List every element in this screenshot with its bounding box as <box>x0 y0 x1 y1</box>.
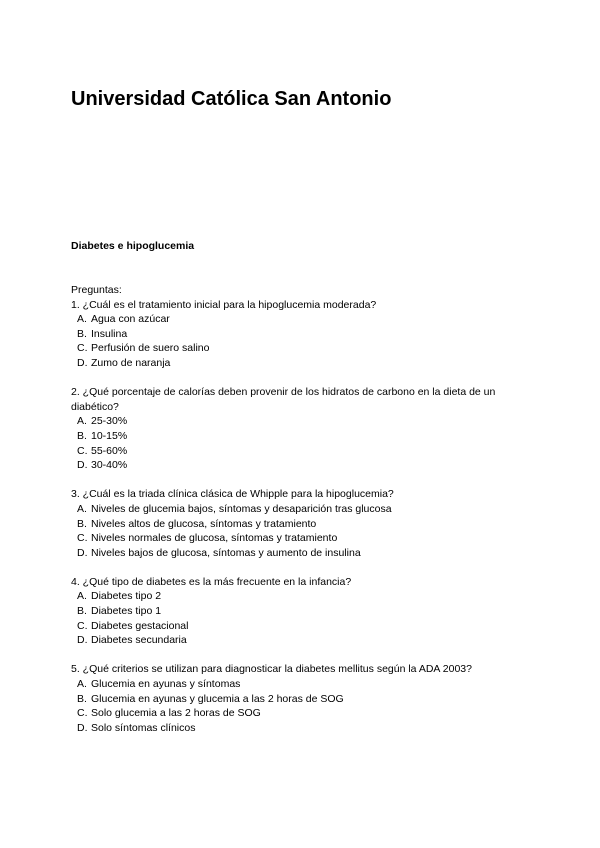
option-d <box>77 458 531 473</box>
option-letter: A. <box>77 590 87 603</box>
question-3 <box>71 487 531 560</box>
option-text: 30-40% <box>91 459 128 472</box>
option-letter: C. <box>77 707 88 720</box>
option-letter: C. <box>77 619 88 632</box>
option-letter: B. <box>77 692 87 705</box>
option-letter: C. <box>77 444 88 457</box>
option-c <box>77 531 531 546</box>
question-text: 1. ¿Cuál es el tratamiento inicial para la hipoglucemia moderada? <box>71 298 377 311</box>
options-list <box>71 677 531 735</box>
option-a <box>77 414 531 429</box>
option-c <box>77 619 531 634</box>
option-letter: D. <box>77 356 88 369</box>
option-d <box>77 633 531 648</box>
option-c <box>77 341 531 356</box>
option-a <box>77 312 531 327</box>
question-text: 4. ¿Qué tipo de diabetes es la más frecuente en la infancia? <box>71 575 352 588</box>
option-c <box>77 706 531 721</box>
questions-label: Preguntas: <box>71 284 122 296</box>
option-text: 10-15% <box>91 429 128 442</box>
option-d <box>77 546 531 561</box>
option-letter: D. <box>77 459 88 472</box>
question-text: 3. ¿Cuál es la triada clínica clásica de Whipple para la hipoglucemia? <box>71 488 394 501</box>
option-text: Niveles bajos de glucosa, síntomas y aumento de insulina <box>91 546 361 559</box>
option-text: Perfusión de suero salino <box>91 342 210 355</box>
option-a <box>77 677 531 692</box>
option-text: 25-30% <box>91 415 128 428</box>
option-letter: C. <box>77 342 88 355</box>
option-letter: A. <box>77 502 87 515</box>
option-text: Glucemia en ayunas y glucemia a las 2 horas de SOG <box>91 692 344 705</box>
option-text: Diabetes secundaria <box>91 634 187 647</box>
question-4 <box>71 575 531 648</box>
option-text: Solo síntomas clínicos <box>91 721 196 734</box>
option-letter: D. <box>77 546 88 559</box>
option-a <box>77 589 531 604</box>
options-list <box>71 312 531 370</box>
option-d <box>77 356 531 371</box>
option-text: Diabetes gestacional <box>91 619 189 632</box>
option-letter: B. <box>77 605 87 618</box>
option-text: Niveles de glucemia bajos, síntomas y desaparición tras glucosa <box>91 502 392 515</box>
option-a <box>77 502 531 517</box>
option-text: Diabetes tipo 2 <box>91 590 162 603</box>
question-2 <box>71 385 531 473</box>
questions-block <box>71 283 531 750</box>
option-b <box>77 517 531 532</box>
question-text: 5. ¿Qué criterios se utilizan para diagnosticar la diabetes mellitus según la ADA 2003? <box>71 663 472 676</box>
options-list <box>71 589 531 647</box>
question-5 <box>71 662 531 735</box>
option-text: Agua con azúcar <box>91 313 170 326</box>
options-list <box>71 502 531 560</box>
university-title: Universidad Católica San Antonio <box>71 88 392 110</box>
option-letter: C. <box>77 532 88 545</box>
option-text: Zumo de naranja <box>91 356 171 369</box>
option-text: Diabetes tipo 1 <box>91 605 162 618</box>
option-letter: B. <box>77 327 87 340</box>
option-d <box>77 721 531 736</box>
option-text: Niveles altos de glucosa, síntomas y tratamiento <box>91 517 317 530</box>
option-letter: B. <box>77 517 87 530</box>
option-text: Solo glucemia a las 2 horas de SOG <box>91 707 261 720</box>
question-1 <box>71 298 531 371</box>
question-text: 2. ¿Qué porcentaje de calorías deben provenir de los hidratos de carbono en la dieta de un diabético? <box>71 386 496 413</box>
option-text: 55-60% <box>91 444 128 457</box>
option-c <box>77 444 531 459</box>
option-b <box>77 429 531 444</box>
section-title: Diabetes e hipoglucemia <box>71 240 195 252</box>
option-letter: B. <box>77 429 87 442</box>
option-letter: D. <box>77 634 88 647</box>
option-b <box>77 604 531 619</box>
option-letter: D. <box>77 721 88 734</box>
option-text: Niveles normales de glucosa, síntomas y tratamiento <box>91 532 338 545</box>
option-text: Insulina <box>91 327 128 340</box>
option-b <box>77 327 531 342</box>
option-letter: A. <box>77 678 87 691</box>
option-letter: A. <box>77 313 87 326</box>
option-letter: A. <box>77 415 87 428</box>
option-b <box>77 692 531 707</box>
options-list <box>71 414 531 472</box>
option-text: Glucemia en ayunas y síntomas <box>91 678 241 691</box>
